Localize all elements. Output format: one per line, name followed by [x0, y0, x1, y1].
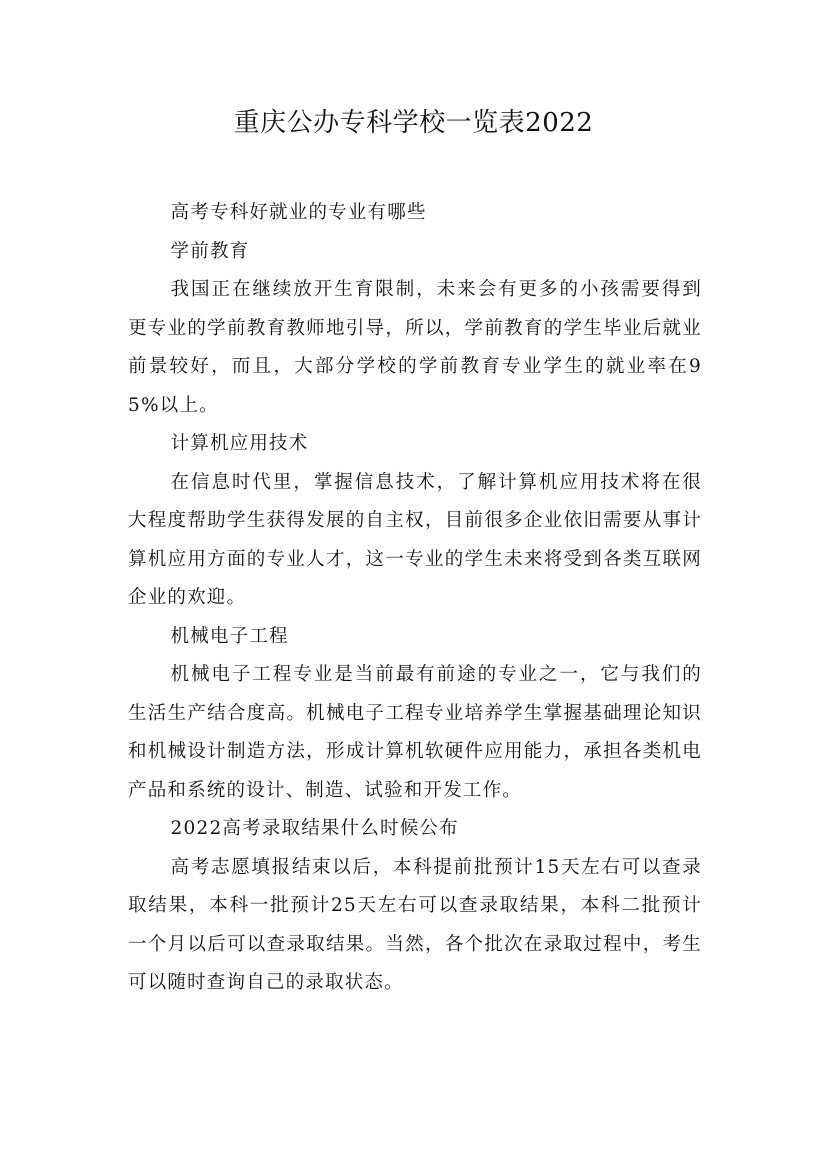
document-body: [128, 194, 702, 1003]
section-heading-mechatronics: 机械电子工程: [170, 625, 289, 647]
paragraph-mechatronics: 机械电子工程专业是当前最有前途的专业之一，它与我们的生活生产结合度高。机械电子工程专业培养学生掌握基础理论知识和机械设计制造方法，形成计算机软硬件应用能力，承担各类机电产品和系统的设计、制造、试验和开发工作。: [128, 664, 702, 801]
paragraph-preschool-education: 我国正在继续放开生育限制，未来会有更多的小孩需要得到更专业的学前教育教师地引导，所以，学前教育的学生毕业后就业前景较好，而且，大部分学校的学前教育专业学生的就业率在95%以上。: [128, 279, 702, 416]
paragraph-admission-results: 高考志愿填报结束以后，本科提前批预计15天左右可以查录取结果，本科一批预计25天左右可以查录取结果，本科二批预计一个月以后可以查录取结果。当然，各个批次在录取过程中，考生可以随时查询自己的录取状态。: [128, 856, 702, 993]
paragraph-computer-application: 在信息时代里，掌握信息技术，了解计算机应用技术将在很大程度帮助学生获得发展的自主权，目前很多企业依旧需要从事计算机应用方面的专业人才，这一专业的学生未来将受到各类互联网企业的欢迎。: [128, 471, 702, 608]
section-heading-computer-application: 计算机应用技术: [170, 433, 309, 454]
section-heading-employment-majors: 高考专科好就业的专业有哪些: [170, 202, 427, 223]
section-heading-preschool-education: 学前教育: [170, 240, 250, 262]
document-title: 重庆公办专科学校一览表2022: [233, 108, 594, 138]
section-heading-admission-results: 2022高考录取结果什么时候公布: [170, 818, 459, 839]
